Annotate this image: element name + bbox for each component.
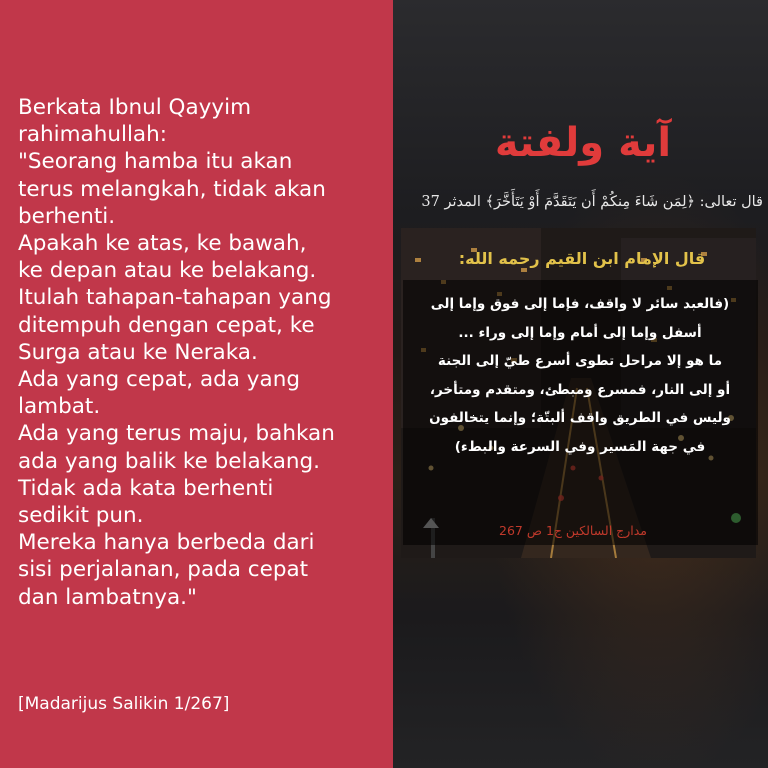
arabic-quote-line: ما هو إلا مراحل تطوى أسرع طيّ إلى الجنة bbox=[437, 353, 723, 369]
arabic-quote-line: وليس في الطريق واقف ألبتّة؛ وإنما يتخالفون bbox=[429, 410, 731, 426]
quote-line: dan lambatnya." bbox=[18, 584, 197, 610]
arabic-quote-line: (فالعبد سائر لا واقف، فإما إلى فوق وإما إلى bbox=[430, 296, 730, 312]
quote-line: Berkata Ibnul Qayyim bbox=[18, 95, 252, 120]
quran-verse: قال تعالى: ﴿لِمَن شَاءَ مِنكُمْ أَن يَتَقَدَّمَ أَوْ يَتَأَخَّرَ﴾ المدثر 37 bbox=[421, 194, 763, 210]
arabic-quote-line: في جهة المَسير وفي السرعة والبطء) bbox=[454, 438, 706, 455]
quote-line: "Seorang hamba itu akan bbox=[18, 149, 293, 175]
quote-line: Tidak ada kata berhenti bbox=[18, 475, 274, 501]
quote-line: sisi perjalanan, pada cepat bbox=[18, 557, 309, 583]
quote-line: Itulah tahapan-tahapan yang bbox=[18, 285, 332, 311]
quote-line: Ada yang terus maju, bahkan bbox=[18, 421, 335, 447]
arabic-reference: مدارج السالكين ج1 ص 267 bbox=[499, 523, 647, 538]
quote-text bbox=[18, 94, 388, 611]
arabic-quote bbox=[405, 290, 755, 461]
quote-line: berhenti. bbox=[18, 203, 116, 229]
quote-line: lambat. bbox=[18, 394, 101, 420]
quote-line: Surga atau ke Neraka. bbox=[18, 339, 258, 365]
quote-line: ada yang balik ke belakang. bbox=[18, 448, 321, 474]
quote-line: terus melangkah, tidak akan bbox=[18, 176, 326, 202]
quote-line: Apakah ke atas, ke bawah, bbox=[18, 231, 307, 257]
right-image-panel bbox=[393, 0, 768, 768]
arabic-title: آية ولفتة bbox=[494, 120, 672, 166]
quote-line: Mereka hanya berbeda dari bbox=[18, 530, 315, 556]
quote-line: rahimahullah: bbox=[18, 122, 167, 148]
quote-source: [Madarijus Salikin 1/267] bbox=[18, 694, 230, 714]
arabic-quote-line: أسفل وإما إلى أمام وإما إلى وراء ... bbox=[458, 324, 702, 341]
quote-line: ditempuh dengan cepat, ke bbox=[18, 312, 315, 338]
arabic-quote-line: أو إلى النار، فمسرع ومبطئ، ومتقدم ومتأخر، bbox=[429, 381, 731, 398]
quote-line: sedikit pun. bbox=[18, 503, 144, 529]
quote-line: ke depan atau ke belakang. bbox=[18, 258, 317, 284]
quote-line: Ada yang cepat, ada yang bbox=[18, 367, 300, 393]
arabic-subtitle: قال الإمام ابن القيم رحمه الله: bbox=[458, 249, 706, 268]
